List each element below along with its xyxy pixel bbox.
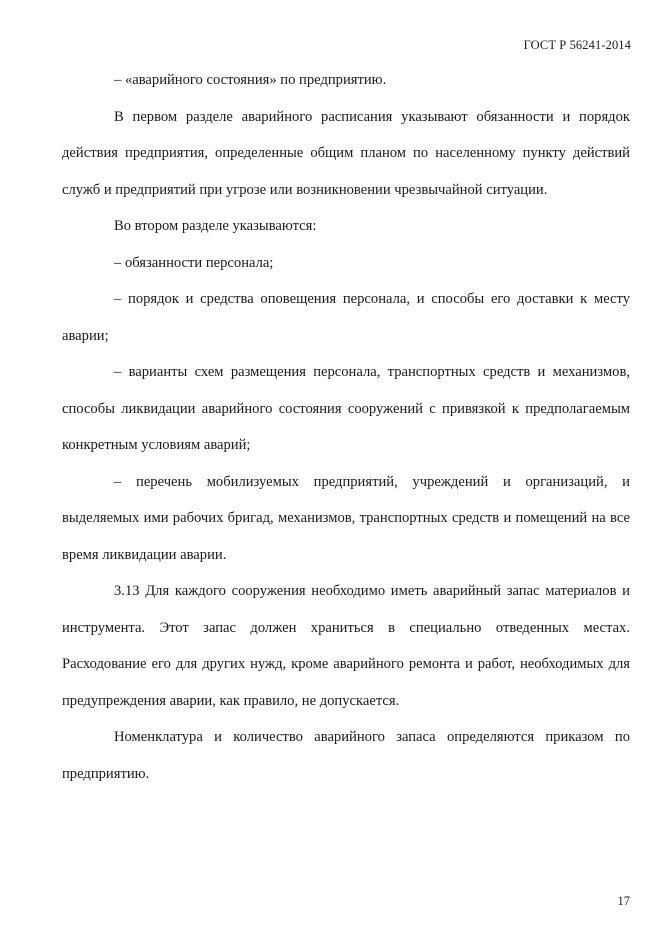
list-item-placement-schemes: – варианты схем размещения персонала, транспортных средств и механизмов, способы ликвидации аварийного состояния сооружений с привязкой к предполагаемым конкретным условиям аварий; [62,364,630,453]
paragraph-section-3-13: 3.13 Для каждого сооружения необходимо иметь аварийный запас материалов и инструмента. Этот запас должен храниться в специально отведенных местах. Расходование его для других нужд, кроме аварийного ремонта и работ, необходимых для предупреждения аварии, как правило, не допускается. [62,583,630,709]
paragraph-first-section: В первом разделе аварийного расписания указывают обязанности и порядок действия предприятия, определенные общим планом по населенному пункту действий служб и предприятий при угрозе или возникновении чрезвычайной ситуации. [62,108,630,198]
document-header: ГОСТ Р 56241-2014 [523,38,631,52]
paragraph-second-section-intro: Во втором разделе указываются: [114,218,317,234]
list-item-notification: – порядок и средства оповещения персонала, и способы его доставки к месту аварии; [62,291,630,344]
list-item-mobilized-enterprises: – перечень мобилизуемых предприятий, учреждений и организаций, и выделяемых ими рабочих бригад, механизмов, транспортных средств и помещений на все время ликвидации аварии. [62,473,630,563]
paragraph-nomenclature: Номенклатура и количество аварийного запаса определяются приказом по предприятию. [62,729,630,782]
page-body [62,62,630,792]
paragraph-emergency-state: – «аварийного состояния» по предприятию. [114,72,387,88]
page-number: 17 [617,894,630,908]
list-item-personnel-duties: – обязанности персонала; [114,254,274,271]
